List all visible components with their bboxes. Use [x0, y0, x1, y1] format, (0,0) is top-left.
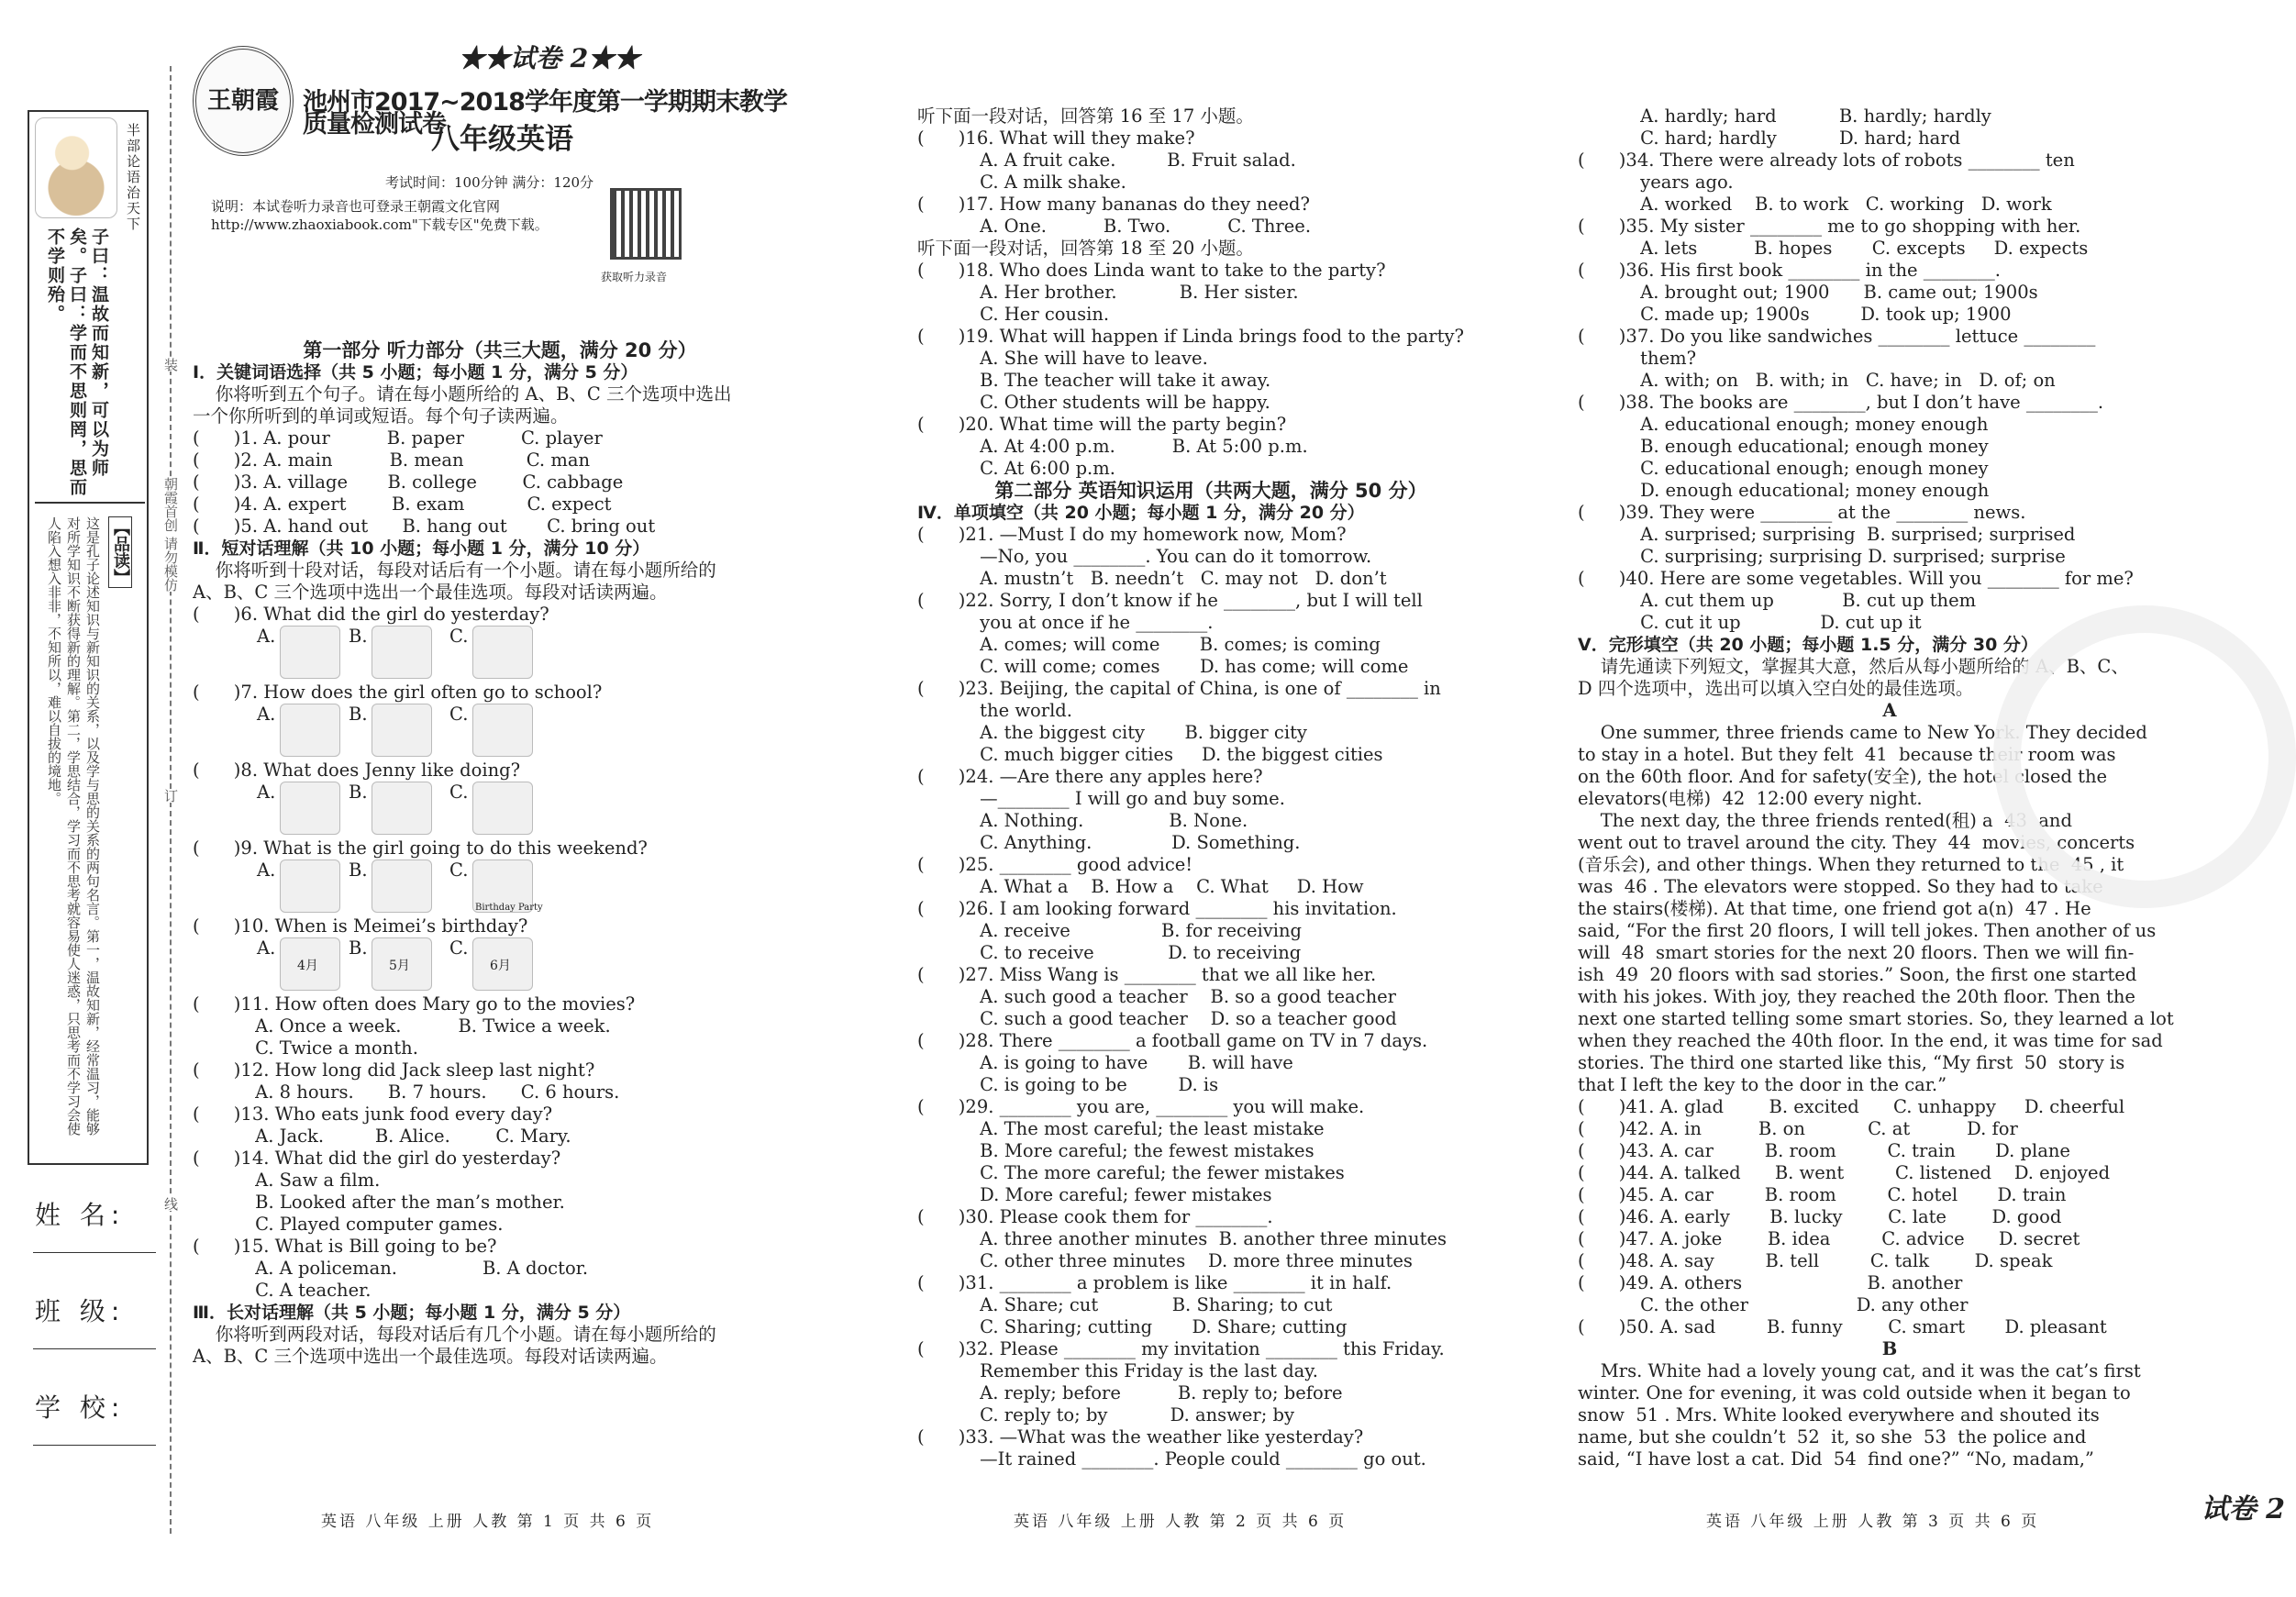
passage-line: Mrs. White had a lovely young cat, and it was the cat’s first — [1578, 1360, 2141, 1381]
question-line: C. Other students will be happy. — [917, 392, 1270, 413]
name-field[interactable] — [28, 1188, 156, 1284]
student-info-fields — [28, 1188, 156, 1477]
option-picture-icon[interactable] — [372, 937, 432, 991]
passage-line: elevators(电梯) 42 12:00 every night. — [1578, 788, 1923, 809]
picture-option-label: B. — [349, 782, 368, 803]
question-line: C. At 6:00 p.m. — [917, 458, 1115, 479]
passage-line: was 46 . The elevators were stopped. So they had to take — [1578, 876, 2103, 897]
question-line: ( )23. Beijing, the capital of China, is one of ________ in — [917, 678, 1441, 699]
question-line: ( )39. They were ________ at the ________ news. — [1578, 502, 2026, 523]
question-line: C. other three minutes D. more three minutes — [917, 1250, 1413, 1271]
question-line: —________ I will go and buy some. — [917, 788, 1285, 809]
question-line: A. Once a week. B. Twice a week. — [193, 1015, 611, 1037]
question-line: years ago. — [1578, 172, 1734, 193]
option-picture-icon[interactable] — [372, 704, 432, 757]
question-line: A. A fruit cake. B. Fruit salad. — [917, 150, 1296, 171]
class-field[interactable] — [28, 1284, 156, 1381]
option-picture-icon[interactable] — [372, 626, 432, 679]
passage-line: One summer, three friends came to New York. They decided — [1578, 722, 2147, 743]
question-line: A. the biggest city B. bigger city — [917, 722, 1307, 743]
cut-label-zhuang: 装 — [160, 358, 182, 372]
option-picture-icon[interactable] — [280, 937, 340, 991]
section-4-title: Ⅳ．单项填空（共 20 小题；每小题 1 分，满分 20 分） — [917, 503, 1365, 523]
question-line: A. lets B. hopes C. excepts D. expects — [1578, 238, 2089, 259]
question-line: ( )37. Do you like sandwiches ________ lettuce ________ — [1578, 326, 2096, 347]
passage-a-label: A — [1882, 700, 1897, 721]
cut-label-xian: 线 — [160, 1197, 182, 1211]
question-line: ( )35. My sister ________ me to go shopping with her. — [1578, 216, 2081, 237]
footer-page-2: 英语 八年级 上册 人教 第 2 页 共 6 页 — [1014, 1513, 1348, 1531]
question-line: C. is going to be D. is — [917, 1074, 1219, 1095]
question-line: 听下面一段对话，回答第 16 至 17 小题。 — [917, 105, 1254, 127]
question-line: ( )30. Please cook them for ________. — [917, 1206, 1273, 1227]
sidebar-reading-block — [35, 502, 145, 1162]
option-picture-icon[interactable] — [372, 859, 432, 913]
confucius-figure-icon — [35, 117, 117, 218]
question-line: ( )4. A. expert B. exam C. expect — [193, 494, 612, 515]
question-line: ( )44. A. talked B. went C. listened D. enjoyed — [1578, 1162, 2111, 1183]
picture-option-label: A. — [257, 859, 276, 881]
reading-title: 【品读】 — [108, 516, 132, 588]
qr-caption: 获取听力录音 — [601, 271, 668, 283]
question-line: ( )50. A. sad B. funny C. smart D. pleasant — [1578, 1316, 2107, 1337]
brand-logo: 王朝霞 — [193, 46, 294, 156]
question-line: C. A teacher. — [193, 1280, 372, 1301]
question-line: C. surprising; surprising D. surprised; surprise — [1578, 546, 2066, 567]
qr-code-icon[interactable] — [610, 188, 682, 260]
question-line: A. surprised; surprising B. surprised; surprised — [1578, 524, 2076, 545]
question-line: B. More careful; the fewest mistakes — [917, 1140, 1314, 1161]
question-line: D. enough educational; money enough — [1578, 480, 1990, 501]
picture-option-label: A. — [257, 626, 276, 647]
question-line: C. much bigger cities D. the biggest cities — [917, 744, 1383, 765]
passage-line: stories. The third one started like this, “My first 50 story is — [1578, 1052, 2125, 1073]
question-line: ( )34. There were already lots of robots ________ ten — [1578, 150, 2075, 171]
picture-question-line: ( )7. How does the girl often go to school? — [193, 682, 603, 703]
sidebar-quote-block — [35, 117, 145, 503]
question-line: A. brought out; 1900 B. came out; 1900s — [1578, 282, 2038, 303]
cut-label-notice: 朝霞首创 请勿模仿 — [160, 477, 182, 592]
instruction-line: D 四个选项中，选出可以填入空白处的最佳选项。 — [1578, 678, 1974, 699]
question-line: C. The more careful; the fewer mistakes — [917, 1162, 1345, 1183]
footer-badge: 试卷 2 — [2201, 1493, 2285, 1525]
picture-option-label: C. — [449, 704, 469, 725]
question-line: them? — [1578, 348, 1697, 369]
picture-option-label: B. — [349, 937, 368, 959]
question-line: ( )21. —Must I do my homework now, Mom? — [917, 524, 1347, 545]
question-line: ( )2. A. main B. mean C. man — [193, 449, 591, 471]
question-line: C. made up; 1900s D. took up; 1900 — [1578, 304, 2012, 325]
download-note: 说明：本试卷听力录音也可登录王朝霞文化官网http://www.zhaoxiabook.com"下载专区"免费下载。 — [211, 198, 549, 233]
picture-options-row — [193, 704, 807, 760]
instruction-line: 你将听到十段对话，每段对话后有一个小题。请在每小题所给的 — [193, 560, 716, 581]
option-picture-icon[interactable] — [280, 859, 340, 913]
calendar-month-label: 5月 — [389, 959, 410, 973]
passage-line: the stairs(楼梯). At that time, one friend got a(n) 47 . He — [1578, 898, 2091, 919]
picture-options-row — [193, 782, 807, 837]
question-line: C. hard; hardly D. hard; hard — [1578, 128, 1961, 149]
question-line: B. Looked after the man’s mother. — [193, 1192, 565, 1213]
passage-line: next one started telling some smart stories. So, they learned a lot — [1578, 1008, 2174, 1029]
question-line: A. A policeman. B. A doctor. — [193, 1258, 589, 1279]
picture-options-row — [193, 626, 807, 682]
question-line: ( )41. A. glad B. excited C. unhappy D. cheerful — [1578, 1096, 2125, 1117]
question-line: ( )43. A. car B. room C. train D. plane — [1578, 1140, 2070, 1161]
question-line: A. cut them up B. cut up them — [1578, 590, 1977, 611]
instruction-line: 请先通读下列短文，掌握其大意，然后从每小题所给的 A、B、C、 — [1578, 656, 2129, 677]
question-line: A. is going to have B. will have — [917, 1052, 1293, 1073]
question-line: ( )3. A. village B. college C. cabbage — [193, 471, 624, 493]
passage-line: name, but she couldn’t 52 it, so she 53 the police and — [1578, 1426, 2087, 1447]
question-line: C. to receive D. to receiving — [917, 942, 1302, 963]
question-line: ( )38. The books are ________, but I don’t have ________. — [1578, 392, 2104, 413]
passage-line: winter. One for evening, it was cold outside when it began to — [1578, 1382, 2131, 1403]
question-line: ( )15. What is Bill going to be? — [193, 1236, 497, 1257]
question-line: A. Jack. B. Alice. C. Mary. — [193, 1126, 571, 1147]
exam-header — [193, 37, 807, 339]
picture-question-line: ( )9. What is the girl going to do this weekend? — [193, 837, 648, 859]
passage-line: on the 60th floor. And for safety(安全), the hotel closed the — [1578, 766, 2108, 787]
question-line: ( )26. I am looking forward ________ his invitation. — [917, 898, 1397, 919]
part-2-title: 第二部分 英语知识运用（共两大题，满分 50 分） — [994, 480, 1427, 502]
question-line: ( )17. How many bananas do they need? — [917, 194, 1310, 215]
question-line: ( )27. Miss Wang is ________ that we all like her. — [917, 964, 1377, 985]
question-line: ( )14. What did the girl do yesterday? — [193, 1148, 561, 1169]
question-line: ( )29. ________ you are, ________ you will make. — [917, 1096, 1365, 1117]
page-2-column — [917, 105, 1504, 1470]
passage-line: snow 51 . Mrs. White looked everywhere and shouted its — [1578, 1404, 2100, 1425]
question-line: C. Twice a month. — [193, 1037, 418, 1059]
question-line: A. Nothing. B. None. — [917, 810, 1248, 831]
part-1-title: 第一部分 听力部分（共三大题，满分 20 分） — [303, 339, 697, 361]
passage-b-label: B — [1881, 1338, 1898, 1359]
question-line: C. the other D. any other — [1578, 1294, 1969, 1315]
question-line: A. She will have to leave. — [917, 348, 1208, 369]
picture-options-row — [193, 937, 807, 993]
question-line: —No, you ________. You can do it tomorrow. — [917, 546, 1372, 567]
passage-line: with his jokes. With joy, they reached the 20th floor. Then the — [1578, 986, 2135, 1007]
picture-option-label: A. — [257, 937, 276, 959]
calendar-month-label: 6月 — [490, 959, 511, 973]
question-line: ( )25. ________ good advice! — [917, 854, 1193, 875]
question-line: D. More careful; fewer mistakes — [917, 1184, 1272, 1205]
passage-line: that I left the key to the door in the car.” — [1578, 1074, 1947, 1095]
question-line: ( )28. There ________ a football game on TV in 7 days. — [917, 1030, 1428, 1051]
question-line: A. The most careful; the least mistake — [917, 1118, 1325, 1139]
question-line: ( )45. A. car B. room C. hotel D. train — [1578, 1184, 2067, 1205]
passage-line: will 48 smart stories for the next 20 floors. Then we will fin- — [1578, 942, 2135, 963]
picture-question-line: ( )8. What does Jenny like doing? — [193, 760, 521, 781]
question-line: B. The teacher will take it away. — [917, 370, 1271, 391]
passage-line: to stay in a hotel. But they felt 41 because their room was — [1578, 744, 2116, 765]
instruction-line: 你将听到五个句子。请在每小题所给的 A、B、C 三个选项中选出 — [193, 383, 732, 405]
option-picture-icon[interactable] — [472, 937, 533, 991]
picture-option-label: C. — [449, 782, 469, 803]
sidebar-box — [28, 110, 149, 1165]
section-1-title: Ⅰ．关键词语选择（共 5 小题；每小题 1 分，满分 5 分） — [193, 362, 638, 383]
option-picture-icon[interactable] — [472, 782, 533, 835]
question-line: ( )48. A. say B. tell C. talk D. speak — [1578, 1250, 2053, 1271]
sidebar-quote: 子曰：温故而知新，可以为师矣。子曰：学而不思则罔，思而不学则殆。 — [45, 227, 109, 497]
option-picture-icon[interactable] — [472, 626, 533, 679]
option-picture-icon[interactable] — [280, 782, 340, 835]
question-line: ( )42. A. in B. on C. at D. for — [1578, 1118, 2018, 1139]
question-line: C. Her cousin. — [917, 304, 1110, 325]
picture-option-label: C. — [449, 859, 469, 881]
calendar-month-label: 4月 — [297, 959, 318, 973]
class-field-label: 班 级: — [35, 1296, 126, 1326]
passage-line: The next day, the three friends rented(租) a 43 and — [1578, 810, 2072, 831]
question-line: C. educational enough; enough money — [1578, 458, 1989, 479]
section-2-title: Ⅱ．短对话理解（共 10 小题；每小题 1 分，满分 10 分） — [193, 538, 650, 559]
instruction-line: A、B、C 三个选项中选出一个最佳选项。每段对话读两遍。 — [193, 582, 668, 603]
question-line: the world. — [917, 700, 1072, 721]
instruction-line: A、B、C 三个选项中选出一个最佳选项。每段对话读两遍。 — [193, 1346, 668, 1367]
question-line: ( )22. Sorry, I don’t know if he ________, but I will tell — [917, 590, 1423, 611]
picture-option-label: C. — [449, 937, 469, 959]
question-line: 听下面一段对话，回答第 18 至 20 小题。 — [917, 238, 1254, 259]
question-line: ( )24. —Are there any apples here? — [917, 766, 1263, 787]
question-line: C. cut it up D. cut up it — [1578, 612, 1922, 633]
picture-option-label: B. — [349, 626, 368, 647]
passage-line: (音乐会), and other things. When they returned to the 45 , it — [1578, 854, 2124, 875]
exam-title: 池州市2017~2018学年度第一学期期末教学质量检测试卷 — [303, 88, 787, 139]
picture-option-label: A. — [257, 782, 276, 803]
question-line: A. What a B. How a C. What D. How — [917, 876, 1364, 897]
paper-number: ★★试卷 2★★ — [459, 43, 640, 73]
question-line: A. three another minutes B. another three minutes — [917, 1228, 1447, 1249]
passage-line: when they reached the 40th floor. In the end, it was time for sad — [1578, 1030, 2163, 1051]
question-line: C. such a good teacher D. so a teacher good — [917, 1008, 1397, 1029]
question-line: A. Share; cut B. Sharing; to cut — [917, 1294, 1333, 1315]
picture-option-label: C. — [449, 626, 469, 647]
question-line: A. mustn’t B. needn’t C. may not D. don’t — [917, 568, 1387, 589]
question-line: C. reply to; by D. answer; by — [917, 1404, 1294, 1425]
question-line: A. with; on B. with; in C. have; in D. of; on — [1578, 370, 2056, 391]
question-line: A. 8 hours. B. 7 hours. C. 6 hours. — [193, 1081, 620, 1103]
passage-line: went out to travel around the city. They 44 movies, concerts — [1578, 832, 2135, 853]
question-line: ( )36. His first book ________ in the ________. — [1578, 260, 2001, 281]
picture-question-line: ( )10. When is Meimei’s birthday? — [193, 915, 528, 937]
question-line: ( )40. Here are some vegetables. Will you ________ for me? — [1578, 568, 2134, 589]
left-sidebar — [28, 110, 151, 1486]
question-line: ( )20. What time will the party begin? — [917, 414, 1287, 435]
question-line: C. Played computer games. — [193, 1214, 504, 1235]
picture-option-label: B. — [349, 704, 368, 725]
picture-options-row — [193, 859, 807, 915]
section-5-title: Ⅴ．完形填空（共 20 小题；每小题 1.5 分，满分 30 分） — [1578, 635, 2038, 655]
question-line: A. comes; will come B. comes; is coming — [917, 634, 1381, 655]
option-picture-icon[interactable] — [280, 704, 340, 757]
question-line: you at once if he ________. — [917, 612, 1214, 633]
name-field-label: 姓 名: — [35, 1200, 126, 1230]
option-picture-icon[interactable] — [372, 782, 432, 835]
question-line: ( )46. A. early B. lucky C. late D. good — [1578, 1206, 2062, 1227]
question-line: ( )32. Please ________ my invitation ________ this Friday. — [917, 1338, 1445, 1359]
passage-line: ish 49 20 floors with sad stories.” Soon, the first one started — [1578, 964, 2137, 985]
picture-caption: Birthday Party — [475, 903, 543, 913]
question-line: ( )1. A. pour B. paper C. player — [193, 427, 603, 449]
question-line: A. such good a teacher B. so a good teacher — [917, 986, 1396, 1007]
question-line: Remember this Friday is the last day. — [917, 1360, 1318, 1381]
picture-question-line: ( )6. What did the girl do yesterday? — [193, 604, 549, 625]
question-line: ( )33. —What was the weather like yesterday? — [917, 1426, 1364, 1447]
question-line: ( )13. Who eats junk food every day? — [193, 1103, 553, 1125]
grade-title: 八年级英语 — [431, 123, 573, 156]
passage-line: said, “For the first 20 floors, I will tell jokes. Then another of us — [1578, 920, 2157, 941]
question-line: C. Anything. D. Something. — [917, 832, 1301, 853]
sidebar-slogan: 半部论语治天下 — [125, 123, 141, 232]
school-field-label: 学 校: — [35, 1392, 126, 1423]
reading-text: 这是孔子论述知识与新知识的关系，以及学与思的关系的两句名言。第一，温故知新，经常温习，能够对所学知识不断获得新的理解。第二，学思结合，学习而不思考就容易使人迷惑，只思考而不学习会使人陷入想入非非，不知所以，难以自拔的境地。 — [46, 516, 101, 1136]
question-line: ( )19. What will happen if Linda brings food to the party? — [917, 326, 1464, 347]
question-line: ( )12. How long did Jack sleep last night? — [193, 1059, 595, 1081]
question-line: A. At 4:00 p.m. B. At 5:00 p.m. — [917, 436, 1308, 457]
question-line: C. A milk shake. — [917, 172, 1126, 193]
exam-meta: 考试时间：100分钟 满分：120分 — [385, 174, 594, 191]
question-line: ( )49. A. others B. another — [1578, 1272, 1963, 1293]
question-line: A. Saw a film. — [193, 1170, 381, 1191]
question-line: ( )11. How often does Mary go to the movies? — [193, 993, 636, 1015]
footer-page-1: 英语 八年级 上册 人教 第 1 页 共 6 页 — [321, 1513, 655, 1531]
question-line: A. reply; before B. reply to; before — [917, 1382, 1343, 1403]
question-line: ( )18. Who does Linda want to take to the party? — [917, 260, 1386, 281]
question-line: ( )31. ________ a problem is like ________ it in half. — [917, 1272, 1392, 1293]
passage-line: said, “I have lost a cat. Did 54 find one?” “No, madam,” — [1578, 1448, 2094, 1469]
question-line: A. educational enough; money enough — [1578, 414, 1989, 435]
question-line: A. hardly; hard B. hardly; hardly — [1578, 105, 1991, 127]
question-line: C. will come; comes D. has come; will come — [917, 656, 1409, 677]
instruction-line: 你将听到两段对话，每段对话后有几个小题。请在每小题所给的 — [193, 1324, 716, 1345]
question-line: A. Her brother. B. Her sister. — [917, 282, 1299, 303]
question-line: A. worked B. to work C. working D. work — [1578, 194, 2052, 215]
instruction-line: 一个你所听到的单词或短语。每个句子读两遍。 — [193, 405, 569, 427]
school-field[interactable] — [28, 1381, 156, 1477]
question-line: B. enough educational; enough money — [1578, 436, 1989, 457]
watermark-stamp — [1993, 605, 2296, 908]
option-picture-icon[interactable] — [472, 704, 533, 757]
picture-option-label: A. — [257, 704, 276, 725]
question-line: ( )16. What will they make? — [917, 128, 1195, 149]
picture-option-label: B. — [349, 859, 368, 881]
page-1-column — [193, 37, 807, 1368]
section-3-title: Ⅲ．长对话理解（共 5 小题；每小题 1 分，满分 5 分） — [193, 1303, 631, 1323]
footer-page-3: 英语 八年级 上册 人教 第 3 页 共 6 页 — [1706, 1513, 2040, 1531]
option-picture-icon[interactable] — [280, 626, 340, 679]
option-picture-icon[interactable] — [472, 859, 543, 913]
cut-label-ding: 订 — [160, 789, 182, 803]
question-line: A. One. B. Two. C. Three. — [917, 216, 1312, 237]
question-line: ( )5. A. hand out B. hang out C. bring out — [193, 516, 656, 537]
question-line: A. receive B. for receiving — [917, 920, 1303, 941]
question-line: ( )47. A. joke B. idea C. advice D. secret — [1578, 1228, 2080, 1249]
question-line: —It rained ________. People could ________ go out. — [917, 1448, 1426, 1469]
question-line: C. Sharing; cutting D. Share; cutting — [917, 1316, 1348, 1337]
